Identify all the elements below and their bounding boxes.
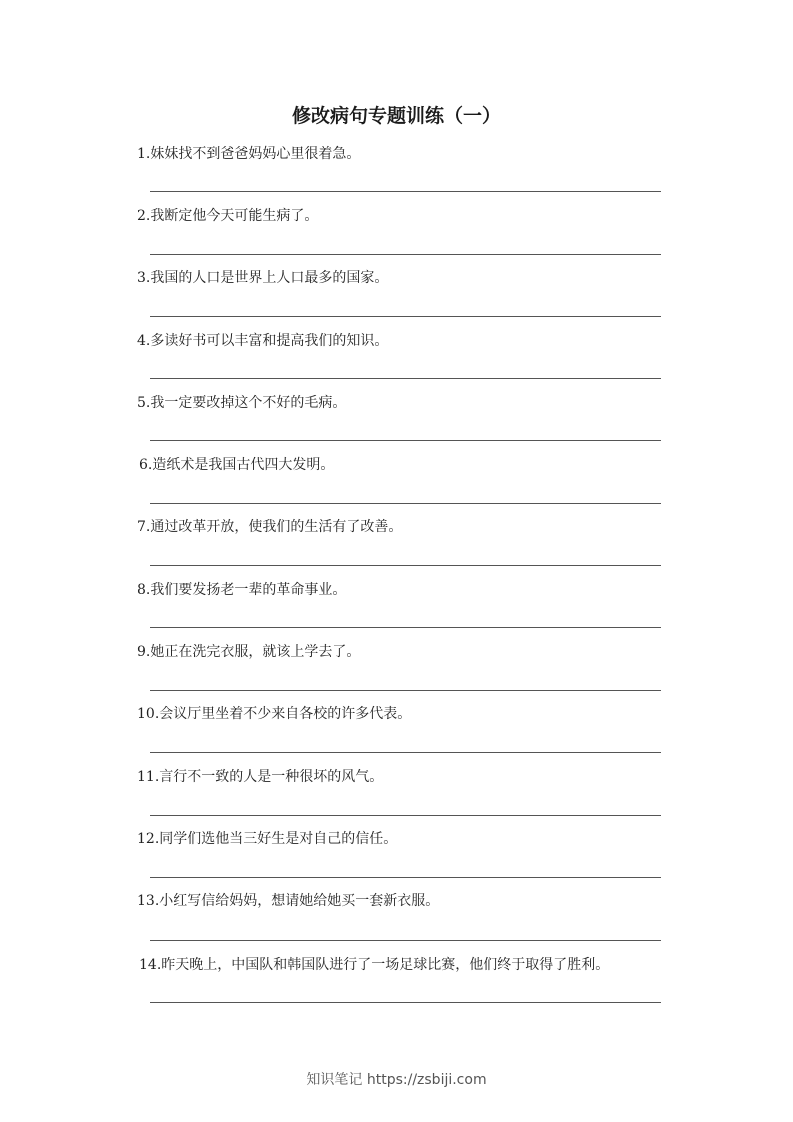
footer-watermark: 知识笔记 https://zsbiji.com — [306, 1072, 487, 1088]
answer-line-5[interactable] — [150, 440, 661, 441]
question-3: 3.我国的人口是世界上人口最多的国家。 — [137, 270, 389, 286]
answer-line-4[interactable] — [150, 378, 661, 379]
question-14: 14.昨天晚上，中国队和韩国队进行了一场足球比赛，他们终于取得了胜利。 — [139, 957, 610, 973]
question-10: 10.会议厅里坐着不少来自各校的许多代表。 — [137, 706, 412, 722]
answer-line-9[interactable] — [150, 690, 661, 691]
answer-line-14[interactable] — [150, 1002, 661, 1003]
answer-line-1[interactable] — [150, 191, 661, 192]
answer-line-7[interactable] — [150, 565, 661, 566]
answer-line-3[interactable] — [150, 316, 661, 317]
question-11: 11.言行不一致的人是一种很坏的风气。 — [137, 769, 384, 785]
question-2: 2.我断定他今天可能生病了。 — [137, 208, 319, 224]
question-4: 4.多读好书可以丰富和提高我们的知识。 — [137, 333, 389, 349]
answer-line-13[interactable] — [150, 940, 661, 941]
question-5: 5.我一定要改掉这个不好的毛病。 — [137, 395, 347, 411]
answer-line-6[interactable] — [150, 503, 661, 504]
answer-line-11[interactable] — [150, 815, 661, 816]
answer-line-12[interactable] — [150, 877, 661, 878]
question-1: 1.妹妹找不到爸爸妈妈心里很着急。 — [137, 146, 361, 162]
question-9: 9.她正在洗完衣服，就该上学去了。 — [137, 644, 361, 660]
question-8: 8.我们要发扬老一辈的革命事业。 — [137, 582, 347, 598]
answer-line-10[interactable] — [150, 752, 661, 753]
answer-line-2[interactable] — [150, 254, 661, 255]
question-12: 12.同学们选他当三好生是对自己的信任。 — [137, 831, 398, 847]
question-7: 7.通过改革开放，使我们的生活有了改善。 — [137, 519, 403, 535]
answer-line-8[interactable] — [150, 627, 661, 628]
page-title: 修改病句专题训练（一） — [291, 105, 501, 127]
question-6: 6.造纸术是我国古代四大发明。 — [139, 457, 335, 473]
question-13: 13.小红写信给妈妈，想请她给她买一套新衣服。 — [137, 893, 440, 909]
